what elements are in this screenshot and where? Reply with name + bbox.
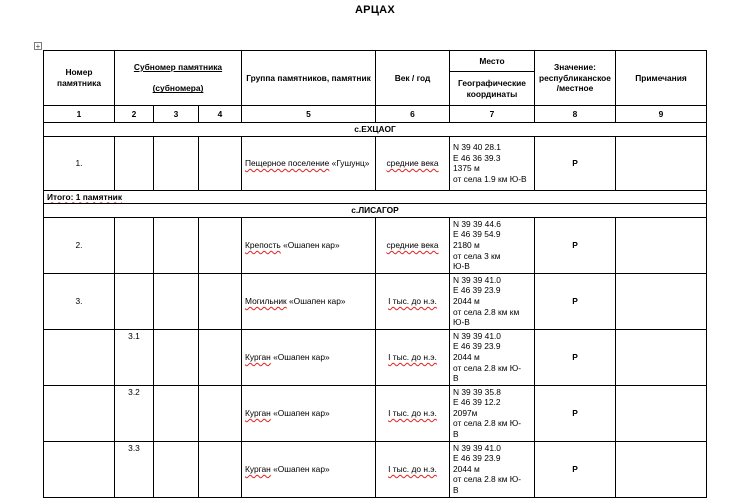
monument-name: «Ошапен кар» bbox=[283, 239, 340, 250]
monument-type: Могильник bbox=[245, 295, 287, 306]
monument-century bbox=[376, 273, 450, 329]
coord-line: от села 2.8 км Ю- bbox=[453, 474, 522, 485]
subnumber-4 bbox=[199, 136, 242, 190]
coord-line: N 39 40 28.1 bbox=[453, 141, 501, 152]
coord-line: N 39 39 41.0 bbox=[453, 274, 501, 285]
monument-coords bbox=[450, 385, 535, 441]
monument-group bbox=[242, 385, 376, 441]
subnumber-2 bbox=[115, 273, 154, 329]
village-row bbox=[44, 123, 707, 137]
coord-line: 2044 м bbox=[453, 295, 480, 306]
subnumber-2 bbox=[115, 217, 154, 273]
monument-coords bbox=[450, 441, 535, 497]
monument-century bbox=[376, 385, 450, 441]
monument-number: 3. bbox=[44, 273, 115, 329]
monument-number bbox=[44, 329, 115, 385]
century-text: средние века bbox=[386, 239, 439, 250]
monument-century bbox=[376, 441, 450, 497]
column-number: 6 bbox=[376, 106, 450, 123]
subnumber-4 bbox=[199, 441, 242, 497]
subnumber-3 bbox=[154, 385, 199, 441]
header-subnumber-title: Субномер памятника bbox=[133, 62, 223, 73]
village-name: с.ЛИСАГОР bbox=[44, 204, 707, 218]
total-row bbox=[44, 190, 707, 204]
village-row bbox=[44, 204, 707, 218]
monument-number bbox=[44, 385, 115, 441]
column-number: 2 bbox=[115, 106, 154, 123]
header-notes: Примечания bbox=[616, 51, 707, 106]
table-row bbox=[44, 136, 707, 190]
monument-notes bbox=[616, 441, 707, 497]
coord-line: от села 1.9 км Ю-В bbox=[453, 173, 527, 184]
header-significance: Значение: республиканское /местное bbox=[535, 51, 616, 106]
header-group: Группа памятников, памятник bbox=[242, 51, 376, 106]
column-number: 9 bbox=[616, 106, 707, 123]
monument-type: Курган bbox=[245, 351, 271, 362]
monument-type: Пещерное поселение bbox=[245, 157, 330, 168]
monument-name: «Ошапен кар» bbox=[273, 407, 330, 418]
subnumber-4 bbox=[199, 329, 242, 385]
monument-notes bbox=[616, 273, 707, 329]
column-number: 7 bbox=[450, 106, 535, 123]
total-text: Итого: 1 памятник bbox=[47, 191, 123, 202]
monument-significance: Р bbox=[535, 136, 616, 190]
century-text: I тыс. до н.э. bbox=[388, 295, 437, 306]
header-number: Номер памятника bbox=[44, 51, 115, 106]
table-move-handle-icon[interactable]: + bbox=[35, 42, 41, 51]
coord-line: E 46 39 54.9 bbox=[453, 229, 501, 240]
monument-notes bbox=[616, 385, 707, 441]
subnumber-3 bbox=[154, 217, 199, 273]
century-text: I тыс. до н.э. bbox=[388, 463, 437, 474]
monument-name: «Гушунц» bbox=[331, 157, 370, 168]
coord-line: от села 2.8 км км bbox=[453, 306, 520, 317]
table-row bbox=[44, 329, 707, 385]
header-subnumber-sub: (субномера) bbox=[152, 83, 204, 94]
monument-significance: Р bbox=[535, 329, 616, 385]
monument-name: «Ошапен кар» bbox=[273, 463, 330, 474]
monument-century bbox=[376, 329, 450, 385]
subnumber-2: 3.2 bbox=[115, 385, 154, 441]
column-number: 4 bbox=[199, 106, 242, 123]
century-text: I тыс. до н.э. bbox=[388, 351, 437, 362]
coord-line: В bbox=[453, 429, 459, 440]
coord-line: E 46 39 23.9 bbox=[453, 341, 501, 352]
monuments-table bbox=[43, 50, 707, 498]
coord-line: N 39 39 41.0 bbox=[453, 330, 501, 341]
monument-coords bbox=[450, 273, 535, 329]
century-text: I тыс. до н.э. bbox=[388, 407, 437, 418]
coord-line: E 46 36 39.3 bbox=[453, 152, 501, 163]
coord-line: от села 3 км bbox=[453, 250, 501, 261]
coord-line: Ю-В bbox=[453, 317, 470, 328]
coord-line: N 39 39 44.6 bbox=[453, 218, 501, 229]
table-row bbox=[44, 441, 707, 497]
subnumber-3 bbox=[154, 441, 199, 497]
monument-group bbox=[242, 329, 376, 385]
monument-number bbox=[44, 441, 115, 497]
column-number-row bbox=[44, 106, 707, 123]
monument-type: Курган bbox=[245, 463, 271, 474]
column-number: 8 bbox=[535, 106, 616, 123]
coord-line: E 46 39 12.2 bbox=[453, 397, 501, 408]
subnumber-4 bbox=[199, 217, 242, 273]
monument-type: Крепость bbox=[245, 239, 281, 250]
table-row bbox=[44, 273, 707, 329]
subnumber-4 bbox=[199, 385, 242, 441]
header-place: Место bbox=[450, 51, 535, 72]
monument-group bbox=[242, 136, 376, 190]
coord-line: Ю-В bbox=[453, 261, 470, 272]
table-row bbox=[44, 385, 707, 441]
coord-line: 2180 м bbox=[453, 239, 480, 250]
monument-coords bbox=[450, 136, 535, 190]
monument-significance: Р bbox=[535, 217, 616, 273]
coord-line: E 46 39 23.9 bbox=[453, 285, 501, 296]
header-coords: Географические координаты bbox=[450, 72, 535, 106]
monument-group bbox=[242, 273, 376, 329]
village-name: с.ЕХЦАОГ bbox=[44, 123, 707, 137]
subnumber-2: 3.3 bbox=[115, 441, 154, 497]
header-row bbox=[44, 51, 707, 72]
subnumber-4 bbox=[199, 273, 242, 329]
monument-group bbox=[242, 217, 376, 273]
monument-coords bbox=[450, 217, 535, 273]
coord-line: 1375 м bbox=[453, 163, 480, 174]
monument-significance: Р bbox=[535, 273, 616, 329]
coord-line: от села 2.8 км Ю- bbox=[453, 418, 522, 429]
coord-line: E 46 39 23.9 bbox=[453, 453, 501, 464]
coord-line: 2044 м bbox=[453, 351, 480, 362]
coord-line: N 39 39 41.0 bbox=[453, 442, 501, 453]
coord-line: от села 2.8 км Ю- bbox=[453, 362, 522, 373]
column-number: 5 bbox=[242, 106, 376, 123]
coord-line: 2044 м bbox=[453, 463, 480, 474]
century-text: средние века bbox=[386, 157, 439, 168]
monument-notes bbox=[616, 136, 707, 190]
header-century: Век / год bbox=[376, 51, 450, 106]
monument-number: 1. bbox=[44, 136, 115, 190]
monument-name: «Ошапен кар» bbox=[273, 351, 330, 362]
monument-type: Курган bbox=[245, 407, 271, 418]
coord-line: В bbox=[453, 373, 459, 384]
coord-line: N 39 39 35.8 bbox=[453, 386, 501, 397]
monument-name: «Ошапен кар» bbox=[289, 295, 346, 306]
monument-notes bbox=[616, 217, 707, 273]
monument-significance: Р bbox=[535, 385, 616, 441]
coord-line: 2097м bbox=[453, 407, 478, 418]
monument-group bbox=[242, 441, 376, 497]
subnumber-3 bbox=[154, 329, 199, 385]
subnumber-2: 3.1 bbox=[115, 329, 154, 385]
total-label bbox=[44, 190, 707, 204]
monument-number: 2. bbox=[44, 217, 115, 273]
monument-century bbox=[376, 136, 450, 190]
column-number: 1 bbox=[44, 106, 115, 123]
subnumber-3 bbox=[154, 273, 199, 329]
header-subnumber bbox=[115, 51, 242, 106]
subnumber-2 bbox=[115, 136, 154, 190]
monument-century bbox=[376, 217, 450, 273]
document-title: АРЦАХ bbox=[354, 4, 396, 16]
subnumber-3 bbox=[154, 136, 199, 190]
monument-notes bbox=[616, 329, 707, 385]
monument-coords bbox=[450, 329, 535, 385]
coord-line: В bbox=[453, 485, 459, 496]
table-row bbox=[44, 217, 707, 273]
monument-significance: Р bbox=[535, 441, 616, 497]
column-number: 3 bbox=[154, 106, 199, 123]
